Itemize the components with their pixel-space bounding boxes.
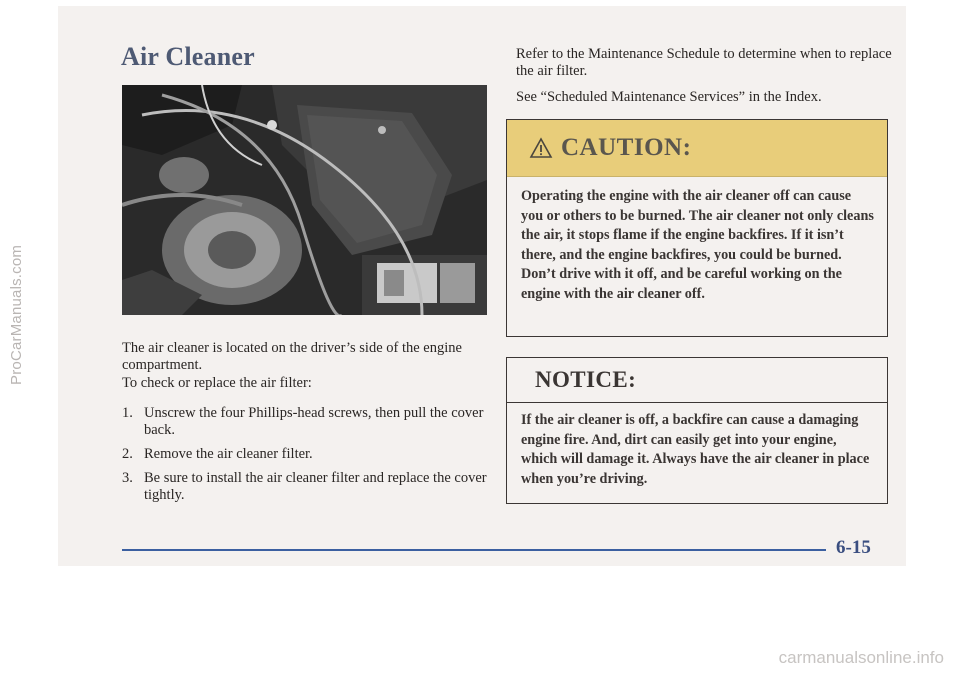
check-instructions: To check or replace the air filter:	[122, 375, 312, 391]
notice-box	[506, 357, 888, 504]
notice-header	[507, 358, 887, 403]
steps-list	[122, 405, 492, 511]
page-number: 6-15	[836, 537, 871, 558]
step-text: Remove the air cleaner filter.	[144, 446, 313, 462]
caution-header	[507, 120, 887, 177]
side-watermark: ProCarManuals.com	[8, 244, 25, 386]
list-item	[122, 446, 492, 463]
notice-title: NOTICE:	[535, 367, 637, 392]
step-number: 3.	[122, 470, 133, 486]
refer-paragraph: Refer to the Maintenance Schedule to determine when to replace the air filter.	[516, 46, 892, 79]
footer-rule	[122, 549, 826, 551]
list-item	[122, 470, 492, 504]
notice-text: If the air cleaner is off, a backfire can cause a damaging engine fire. And, dirt can easily get into your engine, which will damage it. Always have the air cleaner in place when you’re driving.	[521, 412, 870, 487]
bottom-watermark: carmanualsonline.info	[778, 648, 944, 667]
step-number: 2.	[122, 446, 133, 462]
step-text: Be sure to install the air cleaner filter and replace the cover tightly.	[144, 470, 487, 503]
caution-title: CAUTION:	[561, 134, 692, 161]
page-title: Air Cleaner	[121, 42, 255, 71]
step-text: Unscrew the four Phillips-head screws, then pull the cover back.	[144, 405, 484, 438]
caution-text: Operating the engine with the air cleaner off can cause you or others to be burned. The air cleaner not only cleans the air, it stops flame if the engine backfires. If it isn’t there, and the engine backfires, you could be burned. Don’t drive with it off, and be careful working on the engine with the air cleaner off.	[521, 188, 874, 302]
see-paragraph: See “Scheduled Maintenance Services” in the Index.	[516, 89, 822, 105]
step-number: 1.	[122, 405, 133, 421]
intro-paragraph: The air cleaner is located on the driver’s side of the engine compartment.	[122, 340, 462, 373]
warning-triangle-icon	[529, 137, 553, 159]
list-item	[122, 405, 492, 439]
engine-photo	[122, 85, 487, 315]
caution-box	[506, 119, 888, 337]
